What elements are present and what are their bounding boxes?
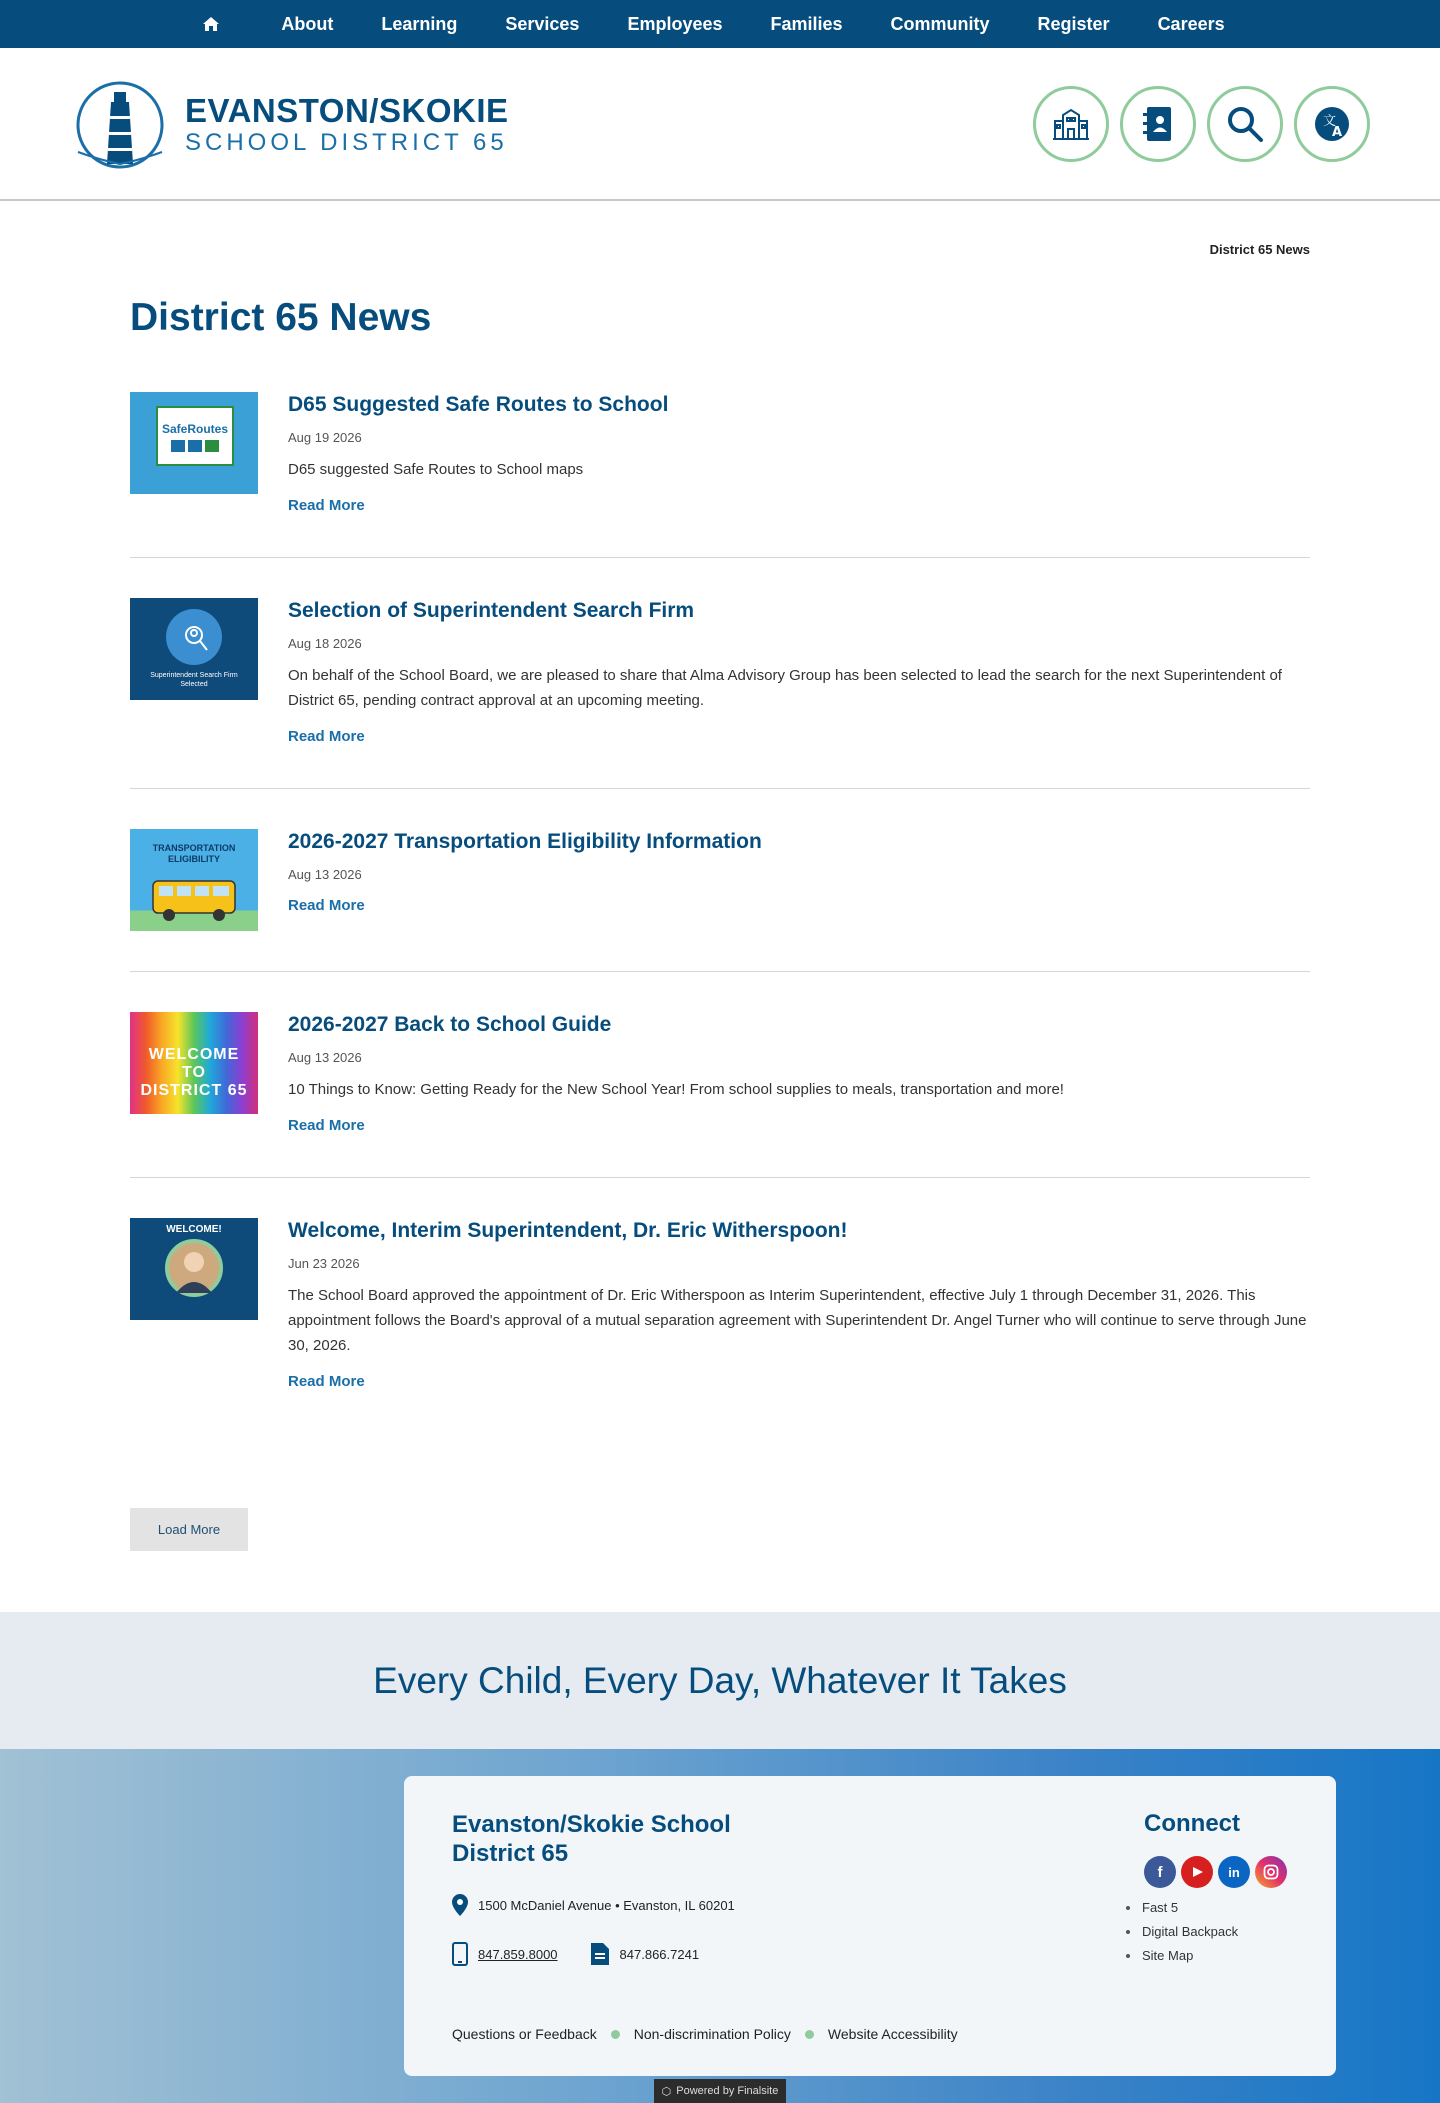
news-date: Aug 13 2026 [288,1050,362,1065]
finalsite-icon: ⬡ [661,2085,672,2098]
feedback-link[interactable]: Questions or Feedback [452,2026,597,2042]
nav-employees[interactable]: Employees [627,14,723,34]
nondiscrimination-link[interactable]: Non-discrimination Policy [633,2026,791,2042]
footer-card [404,1776,1336,2076]
logo-subtitle: SCHOOL DISTRICT 65 [185,129,508,156]
news-item [130,598,1310,789]
news-date: Aug 13 2026 [288,867,362,882]
nav-learning[interactable]: Learning [381,14,458,34]
footer-link-fast5[interactable]: Fast 5 [1122,1896,1238,1920]
news-thumbnail[interactable] [130,598,258,700]
thumb-caption: WELCOME TO DISTRICT 65 [140,1046,248,1099]
svg-text:A: A [1332,125,1343,140]
footer-quick-links [1122,1896,1238,1968]
separator-dot [611,2030,620,2039]
news-thumbnail[interactable] [130,1012,258,1114]
separator-dot [805,2030,814,2039]
load-more-button[interactable]: Load More [130,1508,248,1551]
news-item [130,1012,1310,1178]
news-summary: 10 Things to Know: Getting Ready for the New School Year! From school supplies to meals, transportation and more! [288,1081,1064,1098]
svg-text:文: 文 [1323,114,1337,129]
powered-text: Powered by Finalsite [676,2085,779,2097]
facebook-icon[interactable]: f [1144,1856,1176,1888]
powered-by-badge[interactable] [654,2079,786,2103]
header-quicklinks [1033,86,1370,162]
motto-band [0,1612,1440,1749]
youtube-icon[interactable] [1181,1856,1213,1888]
read-more-link[interactable]: Read More [288,897,365,914]
translate-icon[interactable] [1294,86,1370,162]
lighthouse-logo-icon [70,80,170,170]
news-item [130,829,1310,972]
school-bus-icon [149,875,239,923]
fax-text: 847.866.7241 [619,1946,700,1962]
site-footer [0,1749,1440,2103]
footer-link-digital-backpack[interactable]: Digital Backpack [1122,1920,1238,1944]
thumb-caption: Superintendent Search Firm Selected [150,672,238,688]
breadcrumb: District 65 News [1209,242,1310,257]
nav-community[interactable]: Community [890,14,990,34]
news-thumbnail[interactable] [130,829,258,931]
footer-address [452,1894,735,1916]
page-title: District 65 News [130,296,432,339]
footer-link-site-map[interactable]: Site Map [1122,1944,1238,1968]
news-main [130,296,1310,1391]
top-nav [0,0,1440,48]
nav-register[interactable]: Register [1037,14,1110,34]
news-thumbnail[interactable] [130,392,258,494]
fax-icon [590,1942,610,1966]
schools-icon[interactable] [1033,86,1109,162]
thumb-caption: WELCOME! [166,1224,222,1235]
news-title[interactable]: 2026-2027 Back to School Guide [288,1013,612,1036]
news-title[interactable]: Welcome, Interim Superintendent, Dr. Eric Witherspoon! [288,1219,848,1242]
news-date: Aug 19 2026 [288,430,362,445]
district-logo[interactable] [70,80,509,170]
directory-icon[interactable] [1120,86,1196,162]
address-text: 1500 McDaniel Avenue • Evanston, IL 60201 [478,1897,735,1913]
phone-icon [452,1942,468,1966]
news-date: Aug 18 2026 [288,636,362,651]
thumb-caption: SafeRoutes [161,422,229,436]
news-summary: On behalf of the School Board, we are pleased to share that Alma Advisory Group has been selected to lead the search for the next Superintendent of District 65, pending contract approval at an upcoming meeting. [288,667,1282,709]
accessibility-link[interactable]: Website Accessibility [827,2026,958,2042]
home-icon[interactable] [191,0,231,48]
news-item [130,392,1310,558]
nav-families[interactable]: Families [770,14,843,34]
search-icon[interactable] [1207,86,1283,162]
news-list [130,392,1310,1391]
linkedin-icon[interactable]: in [1218,1856,1250,1888]
footer-bottom-links [452,2026,958,2042]
news-date: Jun 23 2026 [288,1256,360,1271]
news-thumbnail[interactable] [130,1218,258,1320]
footer-district-name: Evanston/Skokie School District 65 [452,1811,731,1867]
portrait-icon [169,1243,219,1293]
phone-link[interactable]: 847.859.8000 [478,1946,558,1962]
map-pin-icon [452,1894,468,1916]
nav-about[interactable]: About [281,14,334,34]
news-title[interactable]: D65 Suggested Safe Routes to School [288,393,669,416]
motto-text: Every Child, Every Day, Whatever It Takes [373,1659,1067,1701]
social-links [1144,1856,1287,1888]
thumb-caption: TRANSPORTATION ELIGIBILITY [152,843,236,864]
nav-services[interactable]: Services [505,14,580,34]
footer-contact [452,1942,699,1966]
news-title[interactable]: 2026-2027 Transportation Eligibility Information [288,830,762,853]
read-more-link[interactable]: Read More [288,497,365,514]
read-more-link[interactable]: Read More [288,1117,365,1134]
read-more-link[interactable]: Read More [288,1373,365,1390]
logo-title: EVANSTON/SKOKIE [185,92,509,129]
nav-careers[interactable]: Careers [1157,14,1225,34]
read-more-link[interactable]: Read More [288,728,365,745]
news-title[interactable]: Selection of Superintendent Search Firm [288,599,695,622]
news-item [130,1218,1310,1391]
site-header [0,48,1440,201]
instagram-icon[interactable] [1255,1856,1287,1888]
news-summary: The School Board approved the appointment of Dr. Eric Witherspoon as Interim Superintendent, effective July 1 through December 31, 2026. This appointment follows the Board's approval of a mutual separation agreement with Superintendent Dr. Angel Turner who will continue to serve through June 30, 2026. [288,1287,1307,1354]
connect-heading: Connect [1144,1810,1240,1837]
news-summary: D65 suggested Safe Routes to School maps [288,461,584,478]
